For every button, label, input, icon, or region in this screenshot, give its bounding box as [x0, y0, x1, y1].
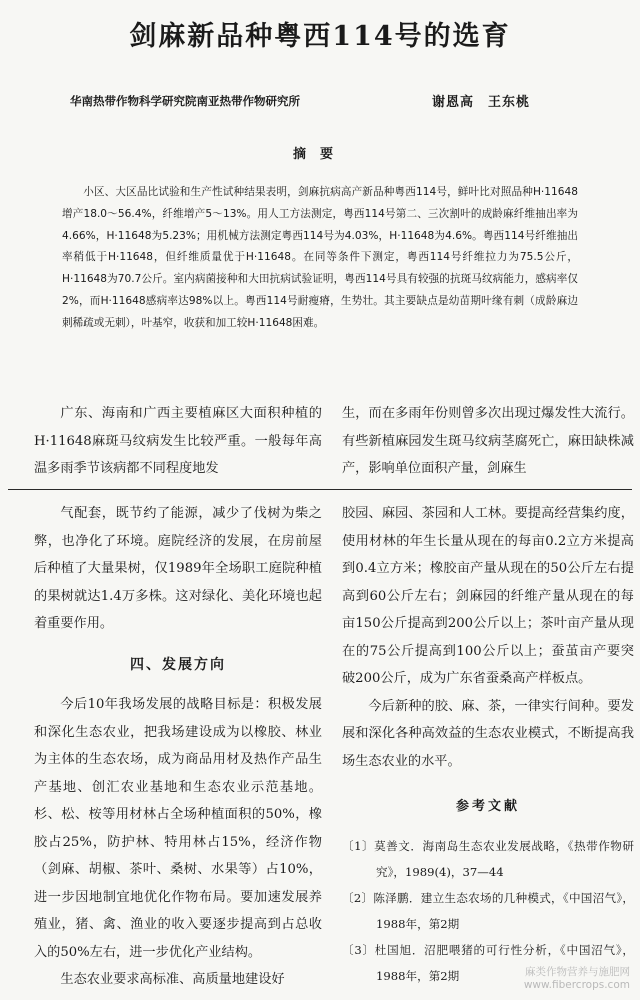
paragraph: 今后10年我场发展的战略目标是：积极发展和深化生态农业，把我场建设成为以橡胶、林业为主体的生态农场，成为商品用材及热作产品生产基地、创汇农业基地和生态农业示范基地。杉、松、桉等用材林占全场种植面积的50%，橡胶占25%，防护林、特用林占15%，经济作物（剑麻、胡椒、茶叶、桑树、水果等）占10%，进一步因地制宜地优化作物布局。要加速发展养殖业，猪、禽、渔业的收入要逐步提高到占总收入的50%左右，进一步优化产业结构。 — [34, 697, 322, 960]
left-column — [34, 500, 322, 994]
references-heading: 参考文献 — [455, 799, 520, 814]
reference-item: 〔1〕莫善文．海南岛生态农业发展战略，《热带作物研究》，1989(4)，37—44 — [342, 838, 634, 879]
right-column — [342, 500, 634, 989]
reference-item: 〔2〕陈泽鹏．建立生态农场的几种模式，《中国沼气》，1988年，第2期 — [342, 890, 634, 931]
author-affiliation: 华南热带作物科学研究院南亚热带作物研究所 — [70, 94, 300, 108]
page-divider — [8, 489, 632, 490]
watermark — [524, 966, 630, 992]
abstract-heading: 摘要 — [292, 147, 347, 162]
reference-item: 〔3〕杜国旭．沼肥喂猪的可行性分析，《中国沼气》，1988年，第2期 — [342, 942, 634, 983]
section-heading: 四、发展方向 — [130, 656, 226, 673]
article-fragment-left: 广东、海南和广西主要植麻区大面积种植的H·11648麻斑马纹病发生比较严重。一般每年高温多雨季节该病都不同程度地发 — [34, 406, 322, 476]
paper-title: 剑麻新品种粤西114号的选育 — [129, 21, 511, 52]
abstract-body: 小区、大区品比试验和生产性试种结果表明，剑麻抗病高产新品种粤西114号，鲜叶比对照品种H·11648增产18.0～56.4%，纤维增产5～13%。用人工方法测定，粤西114号第二、三次割叶的成龄麻纤维抽出率为4.66%，H·11648为5.23%；用机械方法测定粤西114号为4.03%，H·11648为4.6%。粤西114号纤维抽出率稍低于H·11648，但纤维质量优于H·11648。在同等条件下测定，粤西114号纤维拉力为75.5公斤，H·11648为70.7公斤。室内病菌接种和大田抗病试验证明，粤西114号具有较强的抗斑马纹病能力，感病率仅2%，而H·11648感病率达98%以上。粤西114号耐瘦瘠，生势壮。其主要缺点是幼苗期叶缘有刺（成龄麻边刺稀疏或无刺），叶基窄，收获和加工较H·11648困难。 — [62, 186, 578, 329]
paragraph: 胶园、麻园、茶园和人工林。要提高经营集约度，使用材林的年生长量从现在的每亩0.2立方米提高到0.4立方米；橡胶亩产量从现在的50公斤左右提高到60公斤左右；剑麻园的纤维产量从现在的每亩150公斤提高到200公斤以上；茶叶亩产量从现在的75公斤提高到100公斤以上；蚕茧亩产要突破200公斤，成为广东省蚕桑高产样板点。 — [342, 506, 634, 686]
paragraph: 今后新种的胶、麻、茶，一律实行间种。要发展和深化各种高效益的生态农业模式，不断提高我场生态农业的水平。 — [342, 698, 634, 769]
article-fragment-right: 生，而在多雨年份则曾多次出现过爆发性大流行。有些新植麻园发生斑马纹病茎腐死亡，麻田缺株减产，影响单位面积产量，剑麻生 — [342, 406, 634, 476]
author-names: 谢恩高 王东桃 — [432, 95, 531, 110]
paragraph: 气配套，既节约了能源，减少了伐树为柴之弊，也净化了环境。庭院经济的发展，在房前屋后种植了大量果树，仅1989年全场职工庭院种植的果树就达1.4万多株。这对绿化、美化环境也起着重要作用。 — [34, 506, 322, 631]
paragraph: 生态农业要求高标准、高质量地建设好 — [60, 972, 285, 987]
watermark-site-name: 麻类作物营养与施肥网 — [525, 966, 630, 978]
watermark-url: www.fibercrops.com — [523, 979, 630, 991]
